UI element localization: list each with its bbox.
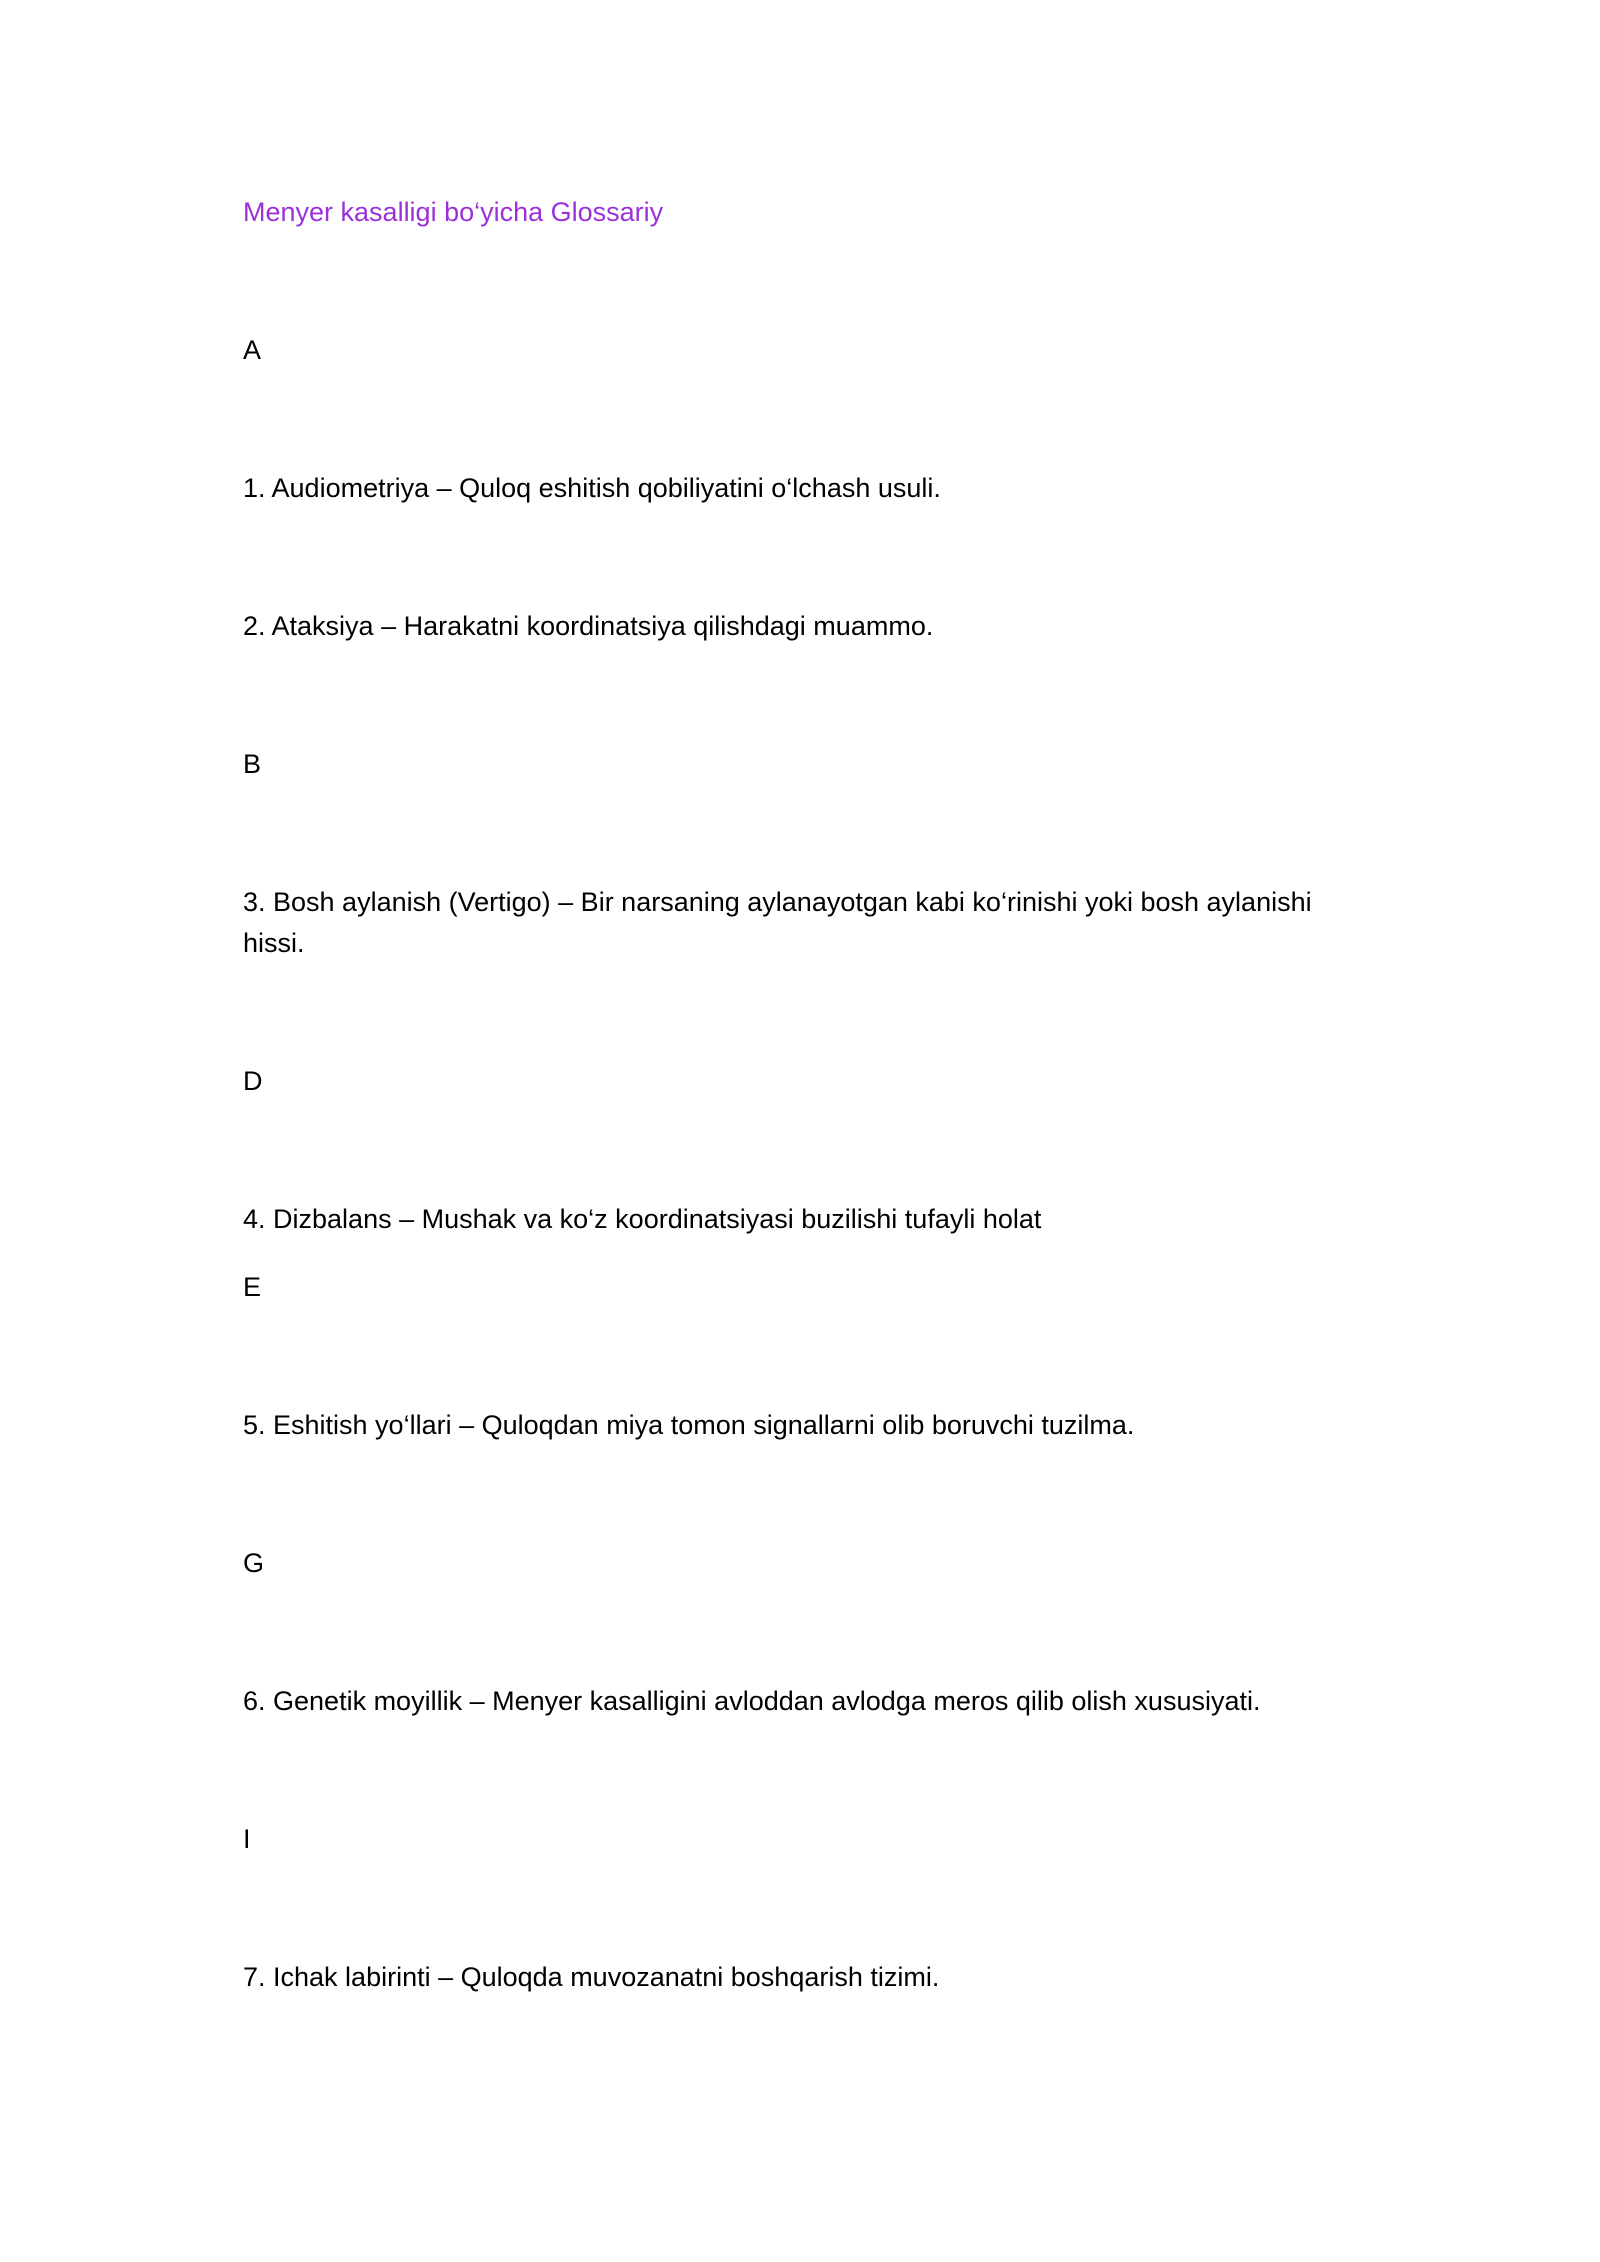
- glossary-entry-ataksiya: 2. Ataksiya – Harakatni koordinatsiya qilishdagi muammo.: [243, 611, 934, 641]
- glossary-entry-eshitish-yollari: 5. Eshitish yo‘llari – Quloqdan miya tomon signallarni olib boruvchi tuzilma.: [243, 1410, 1135, 1440]
- section-letter-b: B: [243, 749, 262, 779]
- glossary-entry-bosh-aylanish: 3. Bosh aylanish (Vertigo) – Bir narsaning aylanayotgan kabi ko‘rinishi yoki bosh aylanishi hissi.: [243, 887, 1312, 958]
- section-letter-a: A: [243, 335, 262, 365]
- glossary-entry-genetik-moyillik: 6. Genetik moyillik – Menyer kasalligini avloddan avlodga meros qilib olish xususiyati.: [243, 1686, 1261, 1716]
- glossary-entry-ichak-labirinti: 7. Ichak labirinti – Quloqda muvozanatni boshqarish tizimi.: [243, 1962, 940, 1992]
- section-letter-g: G: [243, 1548, 265, 1578]
- glossary-entry-dizbalans: 4. Dizbalans – Mushak va ko‘z koordinatsiyasi buzilishi tufayli holat: [243, 1204, 1042, 1234]
- section-letter-i: I: [243, 1824, 251, 1854]
- document-title: Menyer kasalligi bo‘yicha Glossariy: [243, 197, 664, 227]
- glossary-entry-audiometriya: 1. Audiometriya – Quloq eshitish qobiliyatini o‘lchash usuli.: [243, 473, 941, 503]
- section-letter-d: D: [243, 1066, 263, 1096]
- section-letter-e: E: [243, 1272, 262, 1302]
